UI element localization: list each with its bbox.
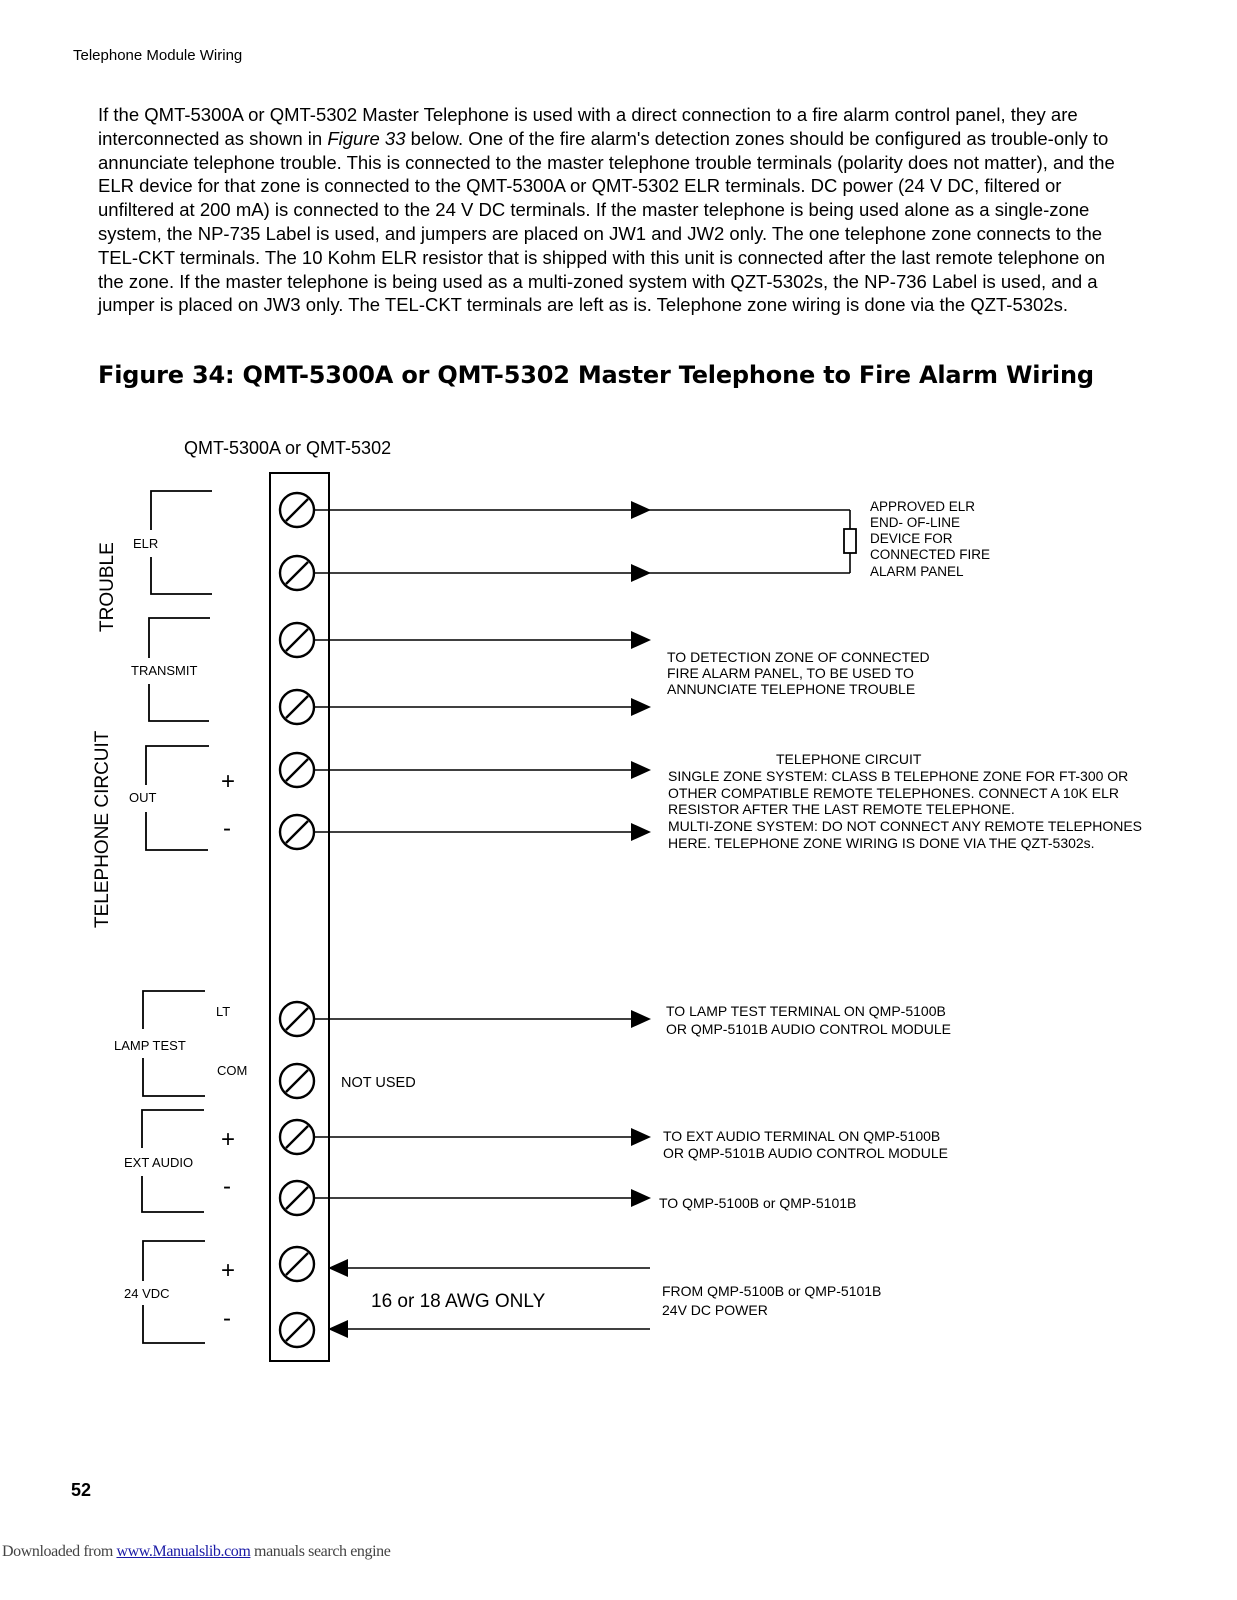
screw-icon — [280, 815, 314, 849]
resistor-icon — [844, 529, 856, 553]
arrow-right-icon — [631, 761, 651, 779]
svg-text:FIRE ALARM PANEL, TO BE USED T: FIRE ALARM PANEL, TO BE USED TO — [667, 665, 914, 681]
screw-icon — [280, 1181, 314, 1215]
screw-icon — [280, 690, 314, 724]
arrow-right-icon — [631, 1128, 651, 1146]
svg-text:OR QMP-5101B AUDIO CONTROL MOD: OR QMP-5101B AUDIO CONTROL MODULE — [666, 1021, 951, 1037]
arrow-right-icon — [631, 564, 651, 582]
footer — [2, 1543, 390, 1561]
arrow-right-icon — [631, 1189, 651, 1207]
terminal-screws — [280, 493, 314, 1347]
page-header: Telephone Module Wiring — [73, 47, 243, 64]
screw-icon — [280, 623, 314, 657]
detection-zone-note — [667, 649, 930, 697]
screw-icon — [280, 1064, 314, 1098]
not-used-note: NOT USED — [341, 1075, 416, 1091]
footer-suffix: manuals search engine — [250, 1543, 391, 1560]
transmit-label: TRANSMIT — [131, 663, 198, 678]
arrow-right-icon — [631, 501, 651, 519]
module-label: QMT-5300A or QMT-5302 — [184, 438, 392, 458]
screw-icon — [280, 1247, 314, 1281]
svg-text:MULTI-ZONE SYSTEM: DO NOT CONN: MULTI-ZONE SYSTEM: DO NOT CONNECT ANY REMOTE TELEPHONES — [668, 818, 1142, 834]
elr-label: ELR — [133, 536, 159, 551]
footer-prefix: Downloaded from — [2, 1543, 117, 1560]
svg-text:CONNECTED FIRE: CONNECTED FIRE — [870, 547, 991, 562]
screw-icon — [280, 753, 314, 787]
svg-text:RESISTOR AFTER THE LAST REMOT: RESISTOR AFTER THE LAST REMOTE TELEPHONE. — [668, 801, 1015, 817]
svg-text:HERE. TELEPHONE ZONE WIRING I: HERE. TELEPHONE ZONE WIRING IS DONE VIA THE QZT-5302s. — [668, 835, 1095, 851]
screw-icon — [280, 493, 314, 527]
svg-text:SINGLE ZONE SYSTEM: CLASS B: SINGLE ZONE SYSTEM: CLASS B TELEPHONE ZONE FOR FT-300 OR — [668, 768, 1129, 784]
screw-icon — [280, 556, 314, 590]
trouble-group-label: TROUBLE — [97, 542, 118, 632]
ext-audio-note — [663, 1128, 948, 1161]
svg-text:TO EXT AUDIO TERMINAL ON QMP-5: TO EXT AUDIO TERMINAL ON QMP-5100B — [663, 1128, 941, 1144]
power-note — [662, 1283, 881, 1318]
minus-sign: - — [223, 1305, 231, 1332]
svg-text:TO DETECTION ZONE OF CONNECTED: TO DETECTION ZONE OF CONNECTED — [667, 649, 930, 665]
arrow-right-icon — [631, 631, 651, 649]
plus-sign: + — [221, 1257, 236, 1284]
svg-text:OR QMP-5101B AUDIO CONTROL MOD: OR QMP-5101B AUDIO CONTROL MODULE — [663, 1145, 948, 1161]
svg-text:END- OF-LINE: END- OF-LINE — [870, 515, 961, 530]
svg-text:DEVICE FOR: DEVICE FOR — [870, 531, 953, 546]
figure-reference: Figure 33 — [327, 127, 406, 149]
screw-icon — [280, 1313, 314, 1347]
paragraph-text-2: below. One of the fire alarm's detection zones should be configured as trouble-only to annunciate telephone trouble. This is connected to the master telephone trouble terminals (polarity does not matter), and the ELR device for that zone is connected to the QMT-5300A or QMT-5302 ELR terminals. DC power (24 V DC, filtered or unfiltered at 200 mA) is connected to the 24 V DC terminals. If the master telephone is being used alone as a single-zone system, the NP-735 Label is used, and jumpers are placed on JW1 and JW2 only. The one telephone zone connects to the TEL-CKT terminals. The 10 Kohm ELR resistor that is shipped with this unit is connected after the last remote telephone on the zone. If the master telephone is being used as a multi-zoned system with QZT-5302s, the NP-736 Label is used, and a jumper is placed on JW3 only. The TEL-CKT terminals are left as is. Telephone zone wiring is done via the QZT-5302s. — [98, 127, 1115, 316]
arrowheads — [328, 501, 651, 1338]
svg-text:24V DC POWER: 24V DC POWER — [662, 1302, 768, 1318]
arrow-right-icon — [631, 823, 651, 841]
minus-sign: - — [223, 815, 231, 842]
lamp-test-label: LAMP TEST — [114, 1038, 186, 1053]
arrow-right-icon — [631, 1010, 651, 1028]
svg-text:APPROVED ELR: APPROVED ELR — [870, 499, 976, 514]
arrow-right-icon — [631, 698, 651, 716]
screw-icon — [280, 1002, 314, 1036]
lamp-test-note — [666, 1003, 951, 1037]
ext-audio-label: EXT AUDIO — [124, 1155, 194, 1170]
elr-device-note — [870, 499, 990, 579]
plus-sign: + — [221, 1126, 236, 1153]
lt-label: LT — [216, 1004, 231, 1019]
ext-audio-minus-note: TO QMP-5100B or QMP-5101B — [659, 1195, 857, 1211]
plus-sign: + — [221, 768, 236, 795]
telephone-circuit-note — [668, 751, 1142, 851]
svg-text:ALARM PANEL: ALARM PANEL — [870, 564, 964, 579]
arrow-left-icon — [328, 1259, 348, 1277]
svg-text:TELEPHONE CIRCUIT: TELEPHONE CIRCUIT — [776, 751, 922, 767]
manualslib-link[interactable]: www.Manualslib.com — [116, 1543, 251, 1560]
figure-title: Figure 34: QMT-5300A or QMT-5302 Master Telephone to Fire Alarm Wiring — [98, 361, 1094, 389]
svg-text:FROM QMP-5100B or QMP-5101B: FROM QMP-5100B or QMP-5101B — [662, 1283, 882, 1299]
svg-text:TO LAMP TEST TERMINAL ON QMP-5: TO LAMP TEST TERMINAL ON QMP-5100B — [666, 1003, 946, 1019]
telephone-circuit-group-label: TELEPHONE CIRCUIT — [92, 730, 113, 928]
out-label: OUT — [129, 790, 157, 805]
paragraph-text-1: If the QMT-5300A or QMT-5302 Master Telephone is used with a direct connection to a fire alarm control panel, they are interconnected as shown in — [98, 104, 1078, 149]
page-number: 52 — [71, 1480, 92, 1500]
awg-note: 16 or 18 AWG ONLY — [371, 1291, 546, 1312]
screw-icon — [280, 1120, 314, 1154]
svg-text:OTHER COMPATIBLE REMOTE TELEPH: OTHER COMPATIBLE REMOTE TELEPHONES. CONNECT A 10K ELR — [668, 785, 1119, 801]
terminal-brackets — [142, 491, 212, 1343]
arrow-left-icon — [328, 1320, 348, 1338]
minus-sign: - — [223, 1173, 231, 1200]
terminal-strip — [270, 473, 329, 1361]
com-label: COM — [217, 1063, 248, 1078]
24vdc-label: 24 VDC — [124, 1286, 170, 1301]
svg-text:ANNUNCIATE TELEPHONE TROUBLE: ANNUNCIATE TELEPHONE TROUBLE — [667, 681, 916, 697]
